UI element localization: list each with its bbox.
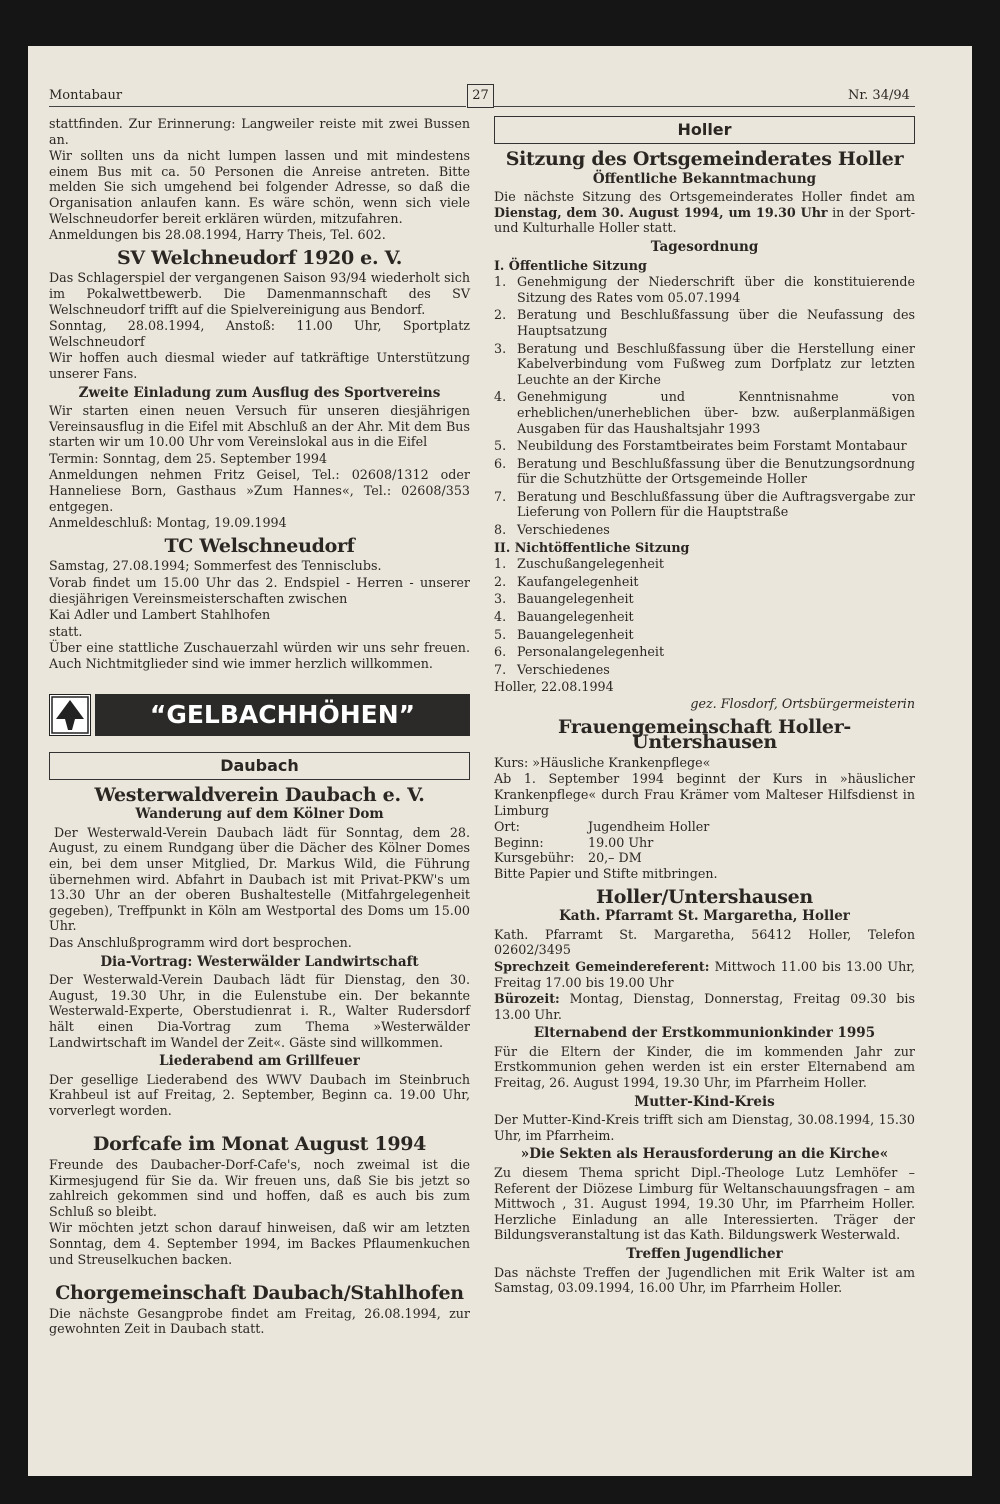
label: Bürozeit: bbox=[494, 991, 560, 1007]
agenda-item bbox=[494, 389, 915, 436]
wwv-subheading: Dia-Vortrag: Westerwälder Landwirtschaft bbox=[100, 953, 419, 970]
agenda-item-text: Beratung und Beschlußfassung über die Neufassung des Hauptsatzung bbox=[517, 307, 915, 338]
course-detail-row bbox=[494, 835, 915, 851]
issue-number: Nr. 34/94 bbox=[848, 88, 910, 103]
agenda-item-number: 3. bbox=[494, 340, 507, 356]
jugend-subheading: Treffen Jugendlicher bbox=[626, 1246, 783, 1262]
agenda-item-number: 3. bbox=[494, 591, 507, 607]
private-agenda-list bbox=[494, 556, 915, 677]
paragraph: Das nächste Treffen der Jugendlichen mit Erik Walter ist am Samstag, 03.09.1994, 16.00 Uhr, im Pfarrheim Holler. bbox=[494, 1264, 915, 1296]
wwv-subheading: Liederabend am Grillfeuer bbox=[159, 1053, 360, 1070]
agenda-item-text: Beratung und Beschlußfassung über die Auftragsvergabe zur Lieferung von Pollern für die Hauptstraße bbox=[517, 488, 915, 520]
frauen-heading: Frauengemeinschaft Holler-Untershausen bbox=[558, 715, 851, 754]
intro-article bbox=[49, 116, 470, 243]
agenda-item-text: Kaufangelegenheit bbox=[517, 573, 639, 589]
paragraph: Zu diesem Thema spricht Dipl.-Theologe Lutz Lemhöfer – Referent der Diözese Limburg für Weltanschauungsfragen – am Mittwoch , 31. August 1994, 19.30 Uhr, im Pfarrheim Holler. Herzliche Einladung an alle Interessierten. Träger der Bildungsveranstaltung ist das Kath. Bildungswerk Westerwald. bbox=[494, 1165, 915, 1243]
agenda-item-number: 6. bbox=[494, 644, 507, 660]
agenda-item-number: 8. bbox=[494, 522, 507, 538]
paragraph: Termin: Sonntag, dem 25. September 1994 bbox=[49, 450, 328, 466]
agenda-item bbox=[494, 627, 915, 643]
agenda-item-number: 2. bbox=[494, 573, 507, 589]
course-detail-row bbox=[494, 819, 915, 835]
gelbachhoehen-logo-icon bbox=[49, 694, 91, 736]
paragraph: Kai Adler und Lambert Stahlhofen bbox=[49, 607, 271, 623]
paragraph: Der Mutter-Kind-Kreis trifft sich am Dienstag, 30.08.1994, 15.30 Uhr, im Pfarrheim. bbox=[494, 1112, 915, 1143]
paragraph: Über eine stattliche Zuschauerzahl würden wir uns sehr freuen. Auch Nichtmitglieder sind wie immer herzlich willkommen. bbox=[49, 640, 470, 671]
agenda-item bbox=[494, 489, 915, 520]
paragraph: Die nächste Gesangprobe findet am Freitag, 26.08.1994, zur gewohnten Zeit in Daubach statt. bbox=[49, 1305, 470, 1337]
agenda-item bbox=[494, 644, 915, 660]
paragraph: Wir hoffen auch diesmal wieder auf tatkräftige Unterstützung unserer Fans. bbox=[49, 350, 470, 381]
mk-subheading: Mutter-Kind-Kreis bbox=[634, 1093, 775, 1110]
wwv-subheading: Wanderung auf dem Kölner Dom bbox=[135, 806, 384, 823]
paragraph: Der gesellige Liederabend des WWV Daubach im Steinbruch Krahbeul ist auf Freitag, 2. September, Beginn ca. 19.00 Uhr, vorverlegt worden. bbox=[49, 1071, 470, 1118]
detail-value: Jugendheim Holler bbox=[588, 819, 710, 835]
agenda-item-text: Bauangelegenheit bbox=[517, 591, 634, 607]
section-box-holler: Holler bbox=[494, 116, 915, 144]
course-details bbox=[494, 819, 915, 866]
paragraph bbox=[494, 189, 915, 236]
agenda-item bbox=[494, 307, 915, 338]
paragraph: Wir möchten jetzt schon darauf hinweisen, daß wir am letzten Sonntag, dem 4. September 1994, im Backes Pflaumenkuchen und Streuselkuchen backen. bbox=[49, 1220, 470, 1267]
agenda-item-number: 5. bbox=[494, 438, 507, 454]
agenda-item-text: Verschiedenes bbox=[517, 522, 610, 538]
place-date: Holler, 22.08.1994 bbox=[494, 679, 614, 695]
agenda-item bbox=[494, 341, 915, 388]
agenda-item bbox=[494, 456, 915, 487]
sitzung-subheading: Öffentliche Bekanntmachung bbox=[592, 170, 817, 187]
agenda-item-number: 7. bbox=[494, 661, 507, 677]
agenda-item-text: Zuschußangelegenheit bbox=[517, 556, 664, 572]
agenda-item bbox=[494, 522, 915, 538]
agenda-item-number: 4. bbox=[494, 609, 507, 625]
paragraph: stattfinden. Zur Erinnerung: Langweiler reiste mit zwei Bussen an. bbox=[49, 116, 470, 147]
agenda-item-text: Bauangelegenheit bbox=[517, 626, 634, 642]
paragraph: Der Westerwald-Verein Daubach lädt für Dienstag, den 30. August, 19.30 Uhr, in die Eulenstube ein. Der bekannte Westerwald-Experte, Oberstudienrat i. R., Walter Rudersdorf hält einen Dia-Vortrag zum Thema »Westerwälder Landwirtschaft im Wandel der Zeit«. Gäste sind willkommen. bbox=[49, 972, 470, 1050]
paragraph: Der Westerwald-Verein Daubach lädt für Sonntag, dem 28. August, zu einem Rundgang über die Dächer des Kölner Domes ein, bei dem unser Mitglied, Dr. Markus Wild, die Führung übernehmen wird. Abfahrt in Daubach ist mit Privat-PKW's um 13.30 Uhr an der oberen Bushaltestelle (Mitfahrgelegenheit gegeben), Treffpunkt in Köln am Westportal des Doms um 15.00 Uhr. bbox=[49, 824, 470, 934]
hu-subheading: Kath. Pfarramt St. Margaretha, Holler bbox=[559, 908, 850, 925]
sv-subheading: Zweite Einladung zum Ausflug des Sportvereins bbox=[78, 384, 441, 401]
sekten-subheading: »Die Sekten als Herausforderung an die Kirche« bbox=[520, 1146, 889, 1163]
paragraph: Kurs: »Häusliche Krankenpflege« bbox=[494, 754, 711, 770]
header-location: Montabaur bbox=[49, 88, 123, 103]
paragraph: Wir starten einen neuen Versuch für unseren diesjährigen Vereinsausflug in die Eifel mit Abschluß an der Ahr. Mit dem Bus starten wir um 10.00 Uhr vom Vereinslokal aus in die Eifel bbox=[49, 403, 470, 450]
detail-label: Ort: bbox=[494, 819, 520, 835]
paragraph: Das Anschlußprogramm wird dort besprochen. bbox=[49, 934, 352, 950]
paragraph: Das Schlagerspiel der vergangenen Saison 93/94 wiederholt sich im Pokalwettbewerb. Die Damenmannschaft des SV Welschneudorf trifft auf die Spielvereinigung aus Bendorf. bbox=[49, 270, 470, 317]
agenda-item bbox=[494, 591, 915, 607]
paragraph bbox=[494, 959, 915, 990]
agenda-item-number: 7. bbox=[494, 488, 507, 504]
meeting-date: Dienstag, dem 30. August 1994, um 19.30 Uhr bbox=[494, 204, 828, 220]
agenda-item-number: 5. bbox=[494, 626, 507, 642]
intro-text: Die nächste Sitzung des Ortsgemeinderates Holler findet am bbox=[494, 189, 915, 205]
chor-heading: Chorgemeinschaft Daubach/Stahlhofen bbox=[55, 1282, 464, 1305]
agenda-item-number: 4. bbox=[494, 389, 507, 405]
agenda-item-number: 1. bbox=[494, 274, 507, 290]
public-session-heading: I. Öffentliche Sitzung bbox=[494, 257, 647, 273]
agenda-item bbox=[494, 556, 915, 572]
agenda-item-number: 2. bbox=[494, 307, 507, 323]
detail-label: Beginn: bbox=[494, 834, 544, 850]
agenda-item-text: Personalangelegenheit bbox=[517, 644, 665, 660]
paragraph: Ab 1. September 1994 beginnt der Kurs in »häuslicher Krankenpflege« durch Frau Krämer vom Malteser Hilfsdienst in Limburg bbox=[494, 771, 915, 818]
agenda-heading: Tagesordnung bbox=[650, 238, 759, 255]
paragraph: Für die Eltern der Kinder, die im kommenden Jahr zur Erstkommunion gehen werden ist ein erster Elternabend am Freitag, 26. August 1994, 19.30 Uhr, im Pfarrheim Holler. bbox=[494, 1043, 915, 1091]
agenda-item-text: Bauangelegenheit bbox=[517, 609, 634, 625]
eltern-subheading: Elternabend der Erstkommunionkinder 1995 bbox=[533, 1025, 876, 1042]
label: Sprechzeit Gemeindereferent: bbox=[494, 958, 710, 974]
agenda-item bbox=[494, 274, 915, 305]
agenda-item-text: Verschiedenes bbox=[517, 661, 610, 677]
paragraph: Samstag, 27.08.1994; Sommerfest des Tennisclubs. bbox=[49, 558, 382, 574]
left-column bbox=[49, 116, 470, 1338]
value: Montag, Dienstag, Donnerstag, Freitag 09.30 bis 13.00 Uhr. bbox=[494, 991, 915, 1022]
tc-heading: TC Welschneudorf bbox=[164, 534, 355, 557]
paragraph: Kath. Pfarramt St. Margaretha, 56412 Holler, Telefon 02602/3495 bbox=[494, 926, 915, 958]
agenda-item-text: Genehmigung der Niederschrift über die konstituierende Sitzung des Rates vom 05.07.1994 bbox=[517, 274, 915, 305]
paragraph: Sonntag, 28.08.1994, Anstoß: 11.00 Uhr, Sportplatz Welschneudorf bbox=[49, 318, 470, 349]
banner-title: “GELBACHHÖHEN” bbox=[95, 694, 470, 736]
sv-heading: SV Welchneudorf 1920 e. V. bbox=[116, 246, 403, 269]
gelbachhoehen-banner bbox=[49, 694, 470, 736]
signature: gez. Flosdorf, Ortsbürgermeisterin bbox=[690, 696, 915, 711]
hu-heading: Holler/Untershausen bbox=[596, 885, 813, 908]
course-detail-row bbox=[494, 850, 915, 866]
paragraph bbox=[494, 991, 915, 1022]
agenda-item-text: Neubildung des Forstamtbeirates beim Forstamt Montabaur bbox=[517, 438, 907, 454]
paragraph: statt. bbox=[49, 623, 83, 639]
detail-value: 19.00 Uhr bbox=[588, 834, 654, 850]
page-number: 27 bbox=[467, 84, 494, 108]
intro-text: in der Sport- und Kulturhalle Holler statt. bbox=[494, 204, 915, 236]
agenda-item bbox=[494, 438, 915, 454]
public-agenda-list bbox=[494, 274, 915, 538]
cafe-heading: Dorfcafe im Monat August 1994 bbox=[92, 1133, 427, 1156]
paragraph: Anmeldeschluß: Montag, 19.09.1994 bbox=[49, 515, 287, 531]
value: Mittwoch 11.00 bis 13.00 Uhr, Freitag 17.00 bis 19.00 Uhr bbox=[494, 958, 915, 990]
sitzung-heading: Sitzung des Ortsgemeinderates Holler bbox=[505, 148, 904, 170]
agenda-item bbox=[494, 609, 915, 625]
agenda-item-number: 6. bbox=[494, 455, 507, 471]
wwv-heading: Westerwaldverein Daubach e. V. bbox=[94, 783, 425, 806]
agenda-item-text: Genehmigung und Kenntnisnahme von erheblichen/unerheblichen über- bzw. außerplanmäßigen Ausgaben für das Haushaltsjahr 1993 bbox=[517, 389, 915, 436]
section-box-daubach: Daubach bbox=[49, 752, 470, 780]
agenda-item bbox=[494, 574, 915, 590]
agenda-item-text: Beratung und Beschlußfassung über die Herstellung einer Kabelverbindung vom Fußweg zum Dorfplatz zur letzten Leuchte an der Kirche bbox=[517, 340, 915, 387]
paragraph: Freunde des Daubacher-Dorf-Cafe's, noch zweimal ist die Kirmesjugend für Sie da. Wir freuen uns, daß Sie bis jetzt so zahlreich gekommen sind und hoffen, daß es auch bis zum Schluß so bleibt. bbox=[49, 1157, 470, 1219]
agenda-item-number: 1. bbox=[494, 556, 507, 572]
header-rule-right bbox=[493, 106, 915, 107]
paragraph: Vorab findet um 15.00 Uhr das 2. Endspiel - Herren - unserer diesjährigen Vereinsmeisterschaften zwischen bbox=[49, 575, 470, 606]
agenda-item-text: Beratung und Beschlußfassung über die Benutzungsordnung für die Schutzhütte der Ortsgemeinde Holler bbox=[517, 455, 915, 487]
header-rule-left bbox=[49, 106, 466, 107]
paragraph: Anmeldungen nehmen Fritz Geisel, Tel.: 02608/1312 oder Hanneliese Born, Gasthaus »Zum Hannes«, Tel.: 02608/353 entgegen. bbox=[49, 467, 470, 514]
right-column bbox=[494, 116, 915, 1297]
paragraph: Bitte Papier und Stifte mitbringen. bbox=[494, 865, 718, 881]
paragraph: Anmeldungen bis 28.08.1994, Harry Theis, Tel. 602. bbox=[49, 227, 386, 243]
agenda-item bbox=[494, 662, 915, 678]
detail-label: Kursgebühr: bbox=[494, 850, 575, 866]
detail-value: 20,– DM bbox=[588, 850, 642, 866]
paragraph: Wir sollten uns da nicht lumpen lassen und mit mindestens einem Bus mit ca. 50 Personen die Anreise antreten. Bitte melden Sie sich umgehend bei folgender Adresse, so daß die Organisation anlaufen kann. Es wäre schön, wenn sich viele Welschneudorfer bereit erklären würden, mitzufahren. bbox=[49, 148, 470, 226]
private-session-heading: II. Nichtöffentliche Sitzung bbox=[494, 539, 690, 555]
